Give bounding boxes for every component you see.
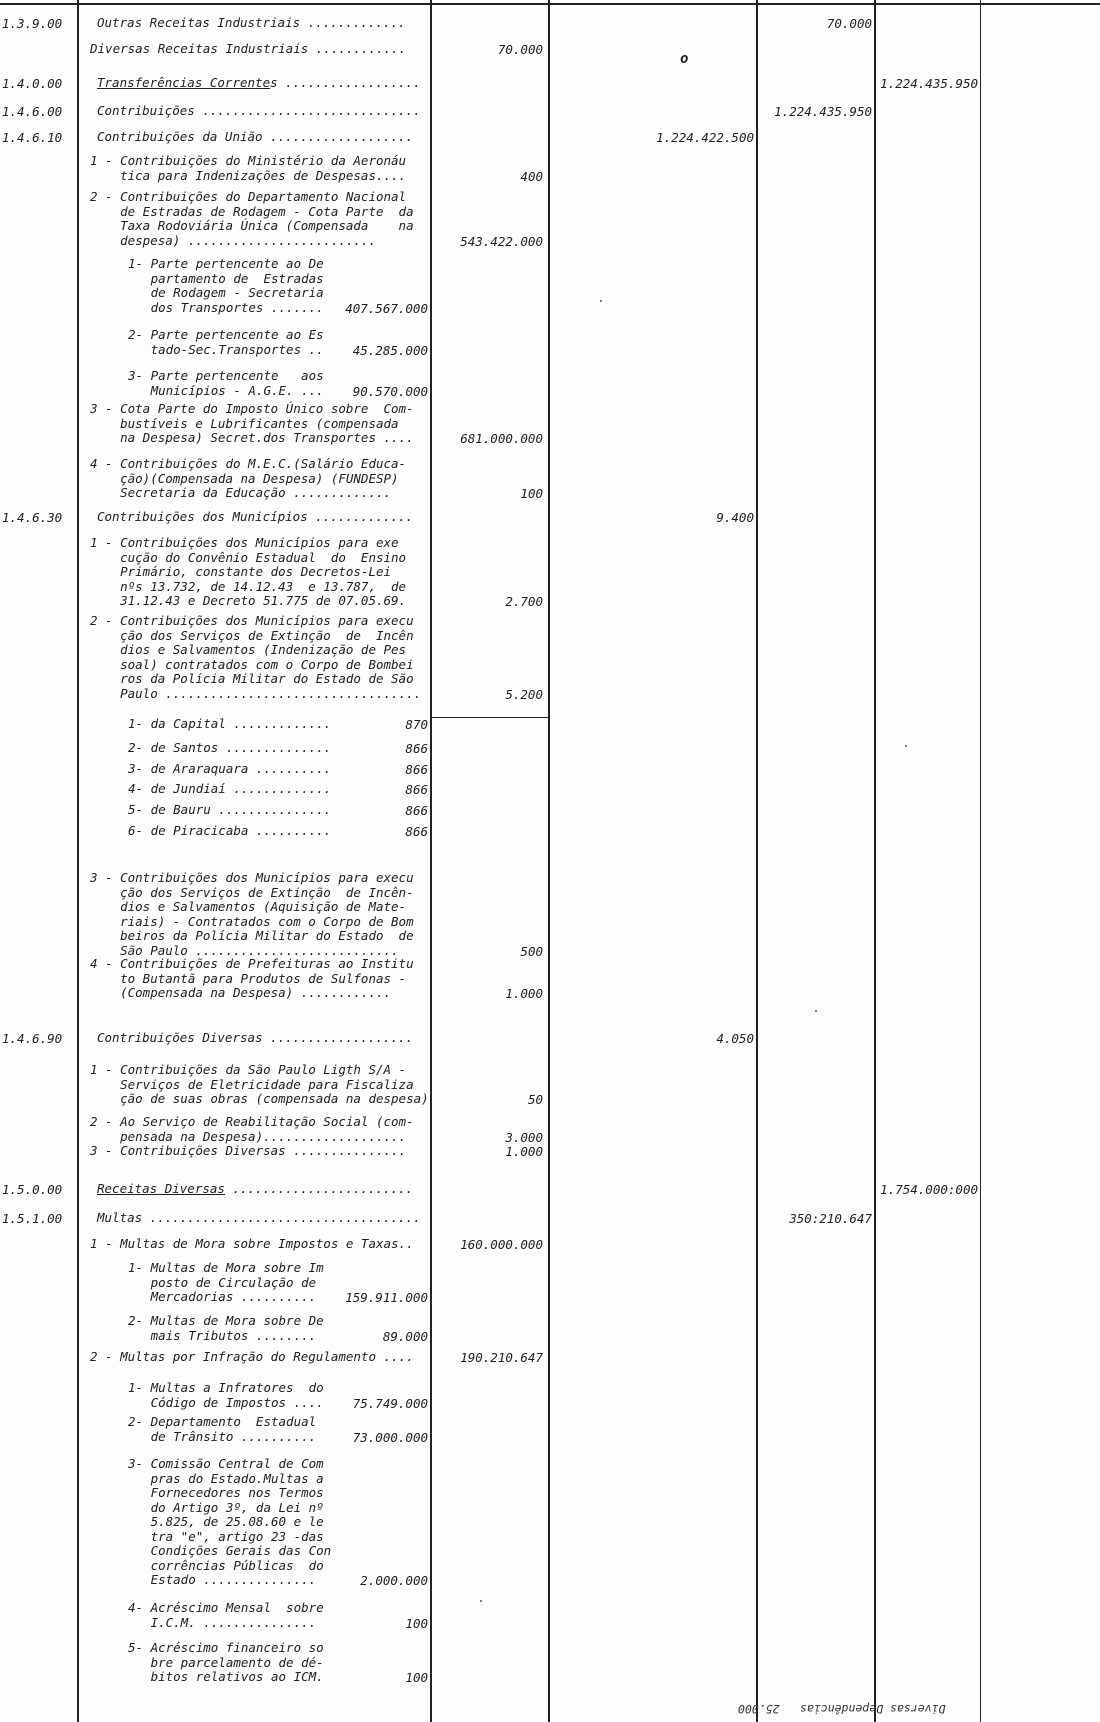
amount-col4: 9.400 [716, 510, 754, 525]
account-description: Contribuições ............................. [97, 103, 421, 118]
footer-label: Diversas Dependências [800, 1702, 946, 1716]
account-code: 1.5.0.00 [2, 1182, 63, 1197]
account-description: 1- Parte pertencente ao De partamento de Estradas de Rodagem - Secretaria dos Transportes ....... [128, 256, 324, 315]
account-code: 1.4.6.00 [2, 104, 63, 119]
amount-col2: 866 [405, 741, 428, 756]
amount-col3: 681.000.000 [460, 431, 543, 446]
account-description: 6- de Piracicaba .......... [128, 823, 332, 838]
account-description: 2 - Multas por Infração do Regulamento .... [90, 1349, 414, 1364]
amount-col3: 70.000 [497, 42, 543, 57]
account-description: 3- de Araraquara .......... [128, 761, 332, 776]
account-description: 4 - Contribuições do M.E.C.(Salário Educa- ção)(Compensada na Despesa) (FUNDESP) Secretaria da Educação ............. [90, 456, 407, 500]
scan-speck [905, 745, 907, 747]
account-description: 2- de Santos .............. [128, 740, 332, 755]
account-code: 1.4.6.90 [2, 1031, 63, 1046]
account-description: Contribuições dos Municípios ............. [97, 509, 414, 524]
amount-col3: 2.700 [505, 594, 543, 609]
account-description: 3 - Contribuições Diversas ............... [90, 1143, 407, 1158]
account-description: 3 - Contribuições dos Municípios para execu ção dos Serviços de Extinção de Incên- dios e Salvamentos (Aquisição de Mate- riais) - Contratados com o Corpo de Bom beiros da Polícia Militar do Estado de São Paulo ........................... [90, 870, 414, 958]
amount-col6: 1.224.435.950 [880, 76, 978, 91]
amount-col3: 400 [520, 168, 543, 184]
scan-speck [480, 1600, 482, 1602]
amount-col3: 160.000.000 [460, 1237, 543, 1252]
amount-col3: 190.210.647 [460, 1350, 543, 1365]
account-description: 2- Multas de Mora sobre De mais Tributos ........ [128, 1313, 324, 1343]
column-divider-code [77, 0, 79, 1722]
amount-col2: 866 [405, 762, 428, 777]
scan-speck [815, 1010, 817, 1012]
account-description: Contribuições Diversas ................... [97, 1030, 414, 1045]
column-divider-contrib [756, 0, 758, 1722]
amount-col5: 70.000 [826, 16, 872, 31]
amount-col2: 866 [405, 824, 428, 839]
account-code: 1.3.9.00 [2, 16, 63, 31]
amount-col6: 1.754.000:000 [880, 1182, 978, 1197]
account-code: 1.4.6.10 [2, 130, 63, 145]
account-description: Diversas Receitas Industriais ............ [90, 41, 407, 56]
account-description: 1 - Multas de Mora sobre Impostos e Taxas.. [90, 1236, 414, 1251]
amount-col5: 350:210.647 [789, 1211, 872, 1226]
amount-col2: 75.749.000 [352, 1395, 428, 1411]
amount-col3: 100 [520, 486, 543, 501]
top-rule [0, 3, 1100, 5]
account-code: 1.4.6.30 [2, 510, 63, 525]
account-description: 3- Parte pertencente aos Municípios - A.G.E. ... [128, 368, 324, 398]
scan-mark: o [680, 51, 689, 67]
amount-col2: 866 [405, 782, 428, 797]
account-description: 2 - Ao Serviço de Reabilitação Social (com- pensada na Despesa)................... [90, 1114, 414, 1144]
account-description: 4 - Contribuições de Prefeituras ao Institu to Butantã para Produtos de Sulfonas - (Compensada na Despesa) ............ [90, 956, 414, 1000]
amount-col2: 870 [405, 717, 428, 732]
amount-col2: 90.570.000 [352, 383, 428, 399]
amount-col3: 543.422.000 [460, 233, 543, 249]
footer-value: 25.000 [738, 1702, 780, 1716]
account-description: Multas .................................... [97, 1210, 421, 1225]
amount-col2: 866 [405, 803, 428, 818]
account-description: 1 - Contribuições do Ministério da Aeronáu tica para Indenizações de Despesas.... [90, 153, 407, 183]
account-description: 4- de Jundiaí ............. [128, 781, 332, 796]
account-description: Receitas Diversas ........................ [97, 1181, 414, 1196]
amount-col2: 407.567.000 [345, 300, 428, 316]
amount-col2: 159.911.000 [345, 1290, 428, 1305]
subtotal-rule [432, 717, 548, 718]
amount-col5: 1.224.435.950 [774, 104, 872, 119]
scan-speck [600, 300, 602, 302]
account-description: 5- Acréscimo financeiro so bre parcelamento de dé- bitos relativos ao ICM. [128, 1640, 324, 1684]
amount-col4: 4.050 [716, 1031, 754, 1046]
amount-col2: 100 [405, 1670, 428, 1685]
amount-col2: 73.000.000 [352, 1429, 428, 1445]
account-description: 2 - Contribuições dos Municípios para execu ção dos Serviços de Extinção de Incên dios e Salvamentos (Indenização de Pes soal) contratados com o Corpo de Bombei ros da Polícia Militar do Estado de São Paulo .................................. [90, 613, 422, 701]
amount-col3: 3.000 [505, 1129, 543, 1145]
amount-col2: 2.000.000 [360, 1573, 428, 1588]
account-description: 1- Multas a Infratores do Código de Impostos .... [128, 1380, 324, 1410]
account-description: Outras Receitas Industriais ............. [97, 15, 406, 30]
account-description: 1 - Contribuições da São Paulo Ligth S/A - Serviços de Eletricidade para Fiscaliza ção de suas obras (compensada na despesa) [90, 1062, 429, 1106]
account-code: 1.5.1.00 [2, 1211, 63, 1226]
account-code: 1.4.0.00 [2, 76, 63, 91]
amount-col3: 1.000 [505, 986, 543, 1001]
account-description: 2- Departamento Estadual de Trânsito .......... [128, 1414, 317, 1444]
account-description: 4- Acréscimo Mensal sobre I.C.M. ............... [128, 1600, 324, 1630]
account-description: 3- Comissão Central de Com pras do Estado.Multas a Fornecedores nos Termos do Artigo 3º, da Lei nº 5.825, de 25.08.60 e le tra "e", artigo 23 -das Condições Gerais das Con corrências Públicas do Estado ............... [128, 1456, 332, 1587]
amount-col2: 89.000 [382, 1328, 428, 1344]
account-description: Contribuições da União ................... [97, 129, 414, 144]
column-divider-subvalue [430, 0, 432, 1722]
account-description: 5- de Bauru ............... [128, 802, 332, 817]
account-description: 2- Parte pertencente ao Es tado-Sec.Transportes .. [128, 327, 324, 357]
amount-col3: 1.000 [505, 1144, 543, 1159]
column-divider-group [874, 0, 876, 1722]
amount-col3: 500 [520, 943, 543, 959]
account-description: Transferências Correntes .................. [97, 75, 421, 90]
account-description: 1- Multas de Mora sobre Im posto de Circulação de Mercadorias .......... [128, 1260, 324, 1304]
account-description: 2 - Contribuições do Departamento Nacional de Estradas de Rodagem - Cota Parte da Taxa Rodoviária Única (Compensada na despesa) ......................... [90, 189, 414, 248]
account-description: 1 - Contribuições dos Municípios para exe cução do Convênio Estadual do Ensino Primário, constante dos Decretos-Lei nºs 13.732, de 14.12.43 e 13.787, de 31.12.43 e Decreto 51.775 de 07.05.69. [90, 535, 407, 608]
amount-col3: 50 [527, 1092, 543, 1107]
amount-col3: 5.200 [505, 686, 543, 702]
amount-col2: 45.285.000 [352, 342, 428, 358]
column-divider-total [980, 0, 981, 1722]
account-description: 1- da Capital ............. [128, 716, 332, 731]
amount-col2: 100 [405, 1615, 428, 1631]
amount-col4: 1.224.422.500 [656, 130, 754, 145]
column-divider-value [548, 0, 550, 1722]
account-description: 3 - Cota Parte do Imposto Único sobre Com- bustíveis e Lubrificantes (compensada na Despesa) Secret.dos Transportes .... [90, 401, 414, 445]
